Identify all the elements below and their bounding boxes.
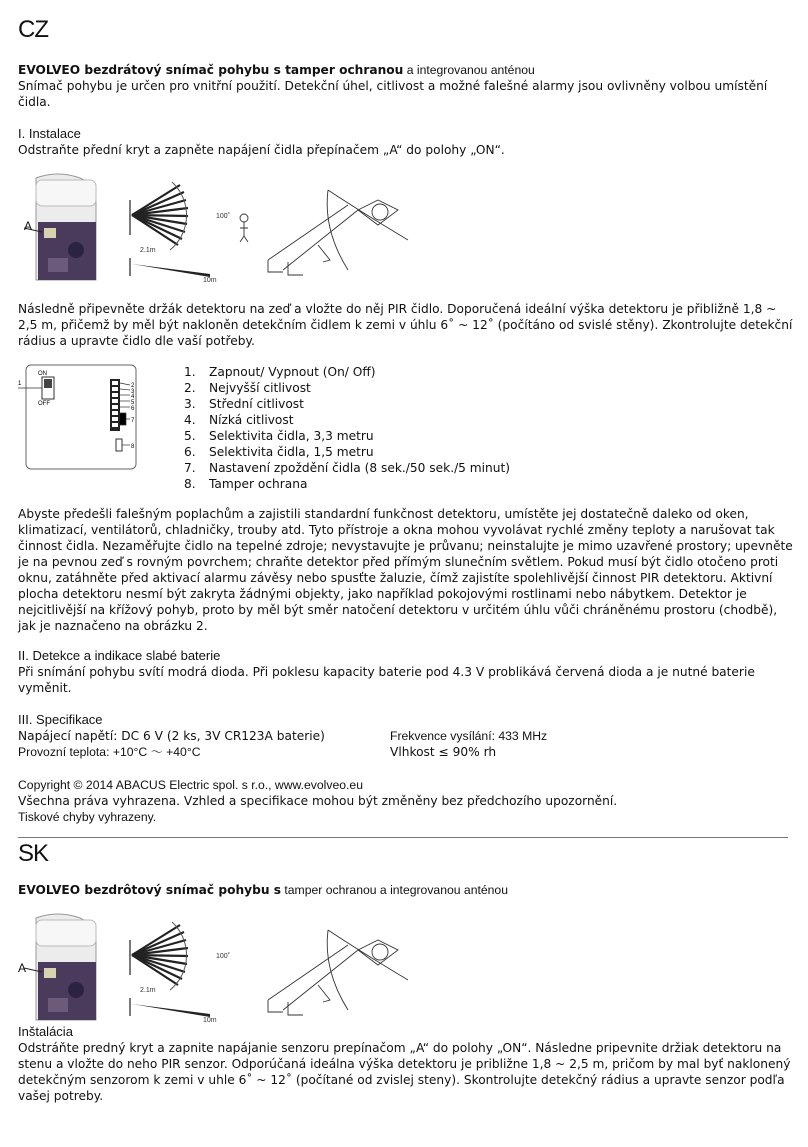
copyright-line: Copyright © 2014 ABACUS Electric spol. s r.o., www.evolveo.eu: [18, 778, 363, 792]
product-title-bold: EVOLVEO bezdrôtový snímač pohybu s: [18, 883, 281, 897]
board-callout-2: 2: [131, 383, 135, 389]
list-item: 7. Nastavení zpoždění čidla (8 sek./50 sek./5 minut): [184, 461, 511, 475]
list-item: 8. Tamper ochrana: [184, 477, 308, 491]
rights-line: Všechna práva vyhrazena. Vzhled a specifikace mohou být změněny bez předchozího upozornění.: [18, 794, 618, 808]
board-on-label: ON: [38, 371, 47, 377]
install-text-cz: Odstraňte přední kryt a zapněte napájení čidla přepínačem „A“ do polohy „ON“.: [18, 143, 505, 157]
figure-label-a: A: [24, 219, 33, 233]
figure-label-a: A: [18, 961, 27, 975]
list-item: 5. Selektivita čidla, 3,3 metru: [184, 429, 374, 443]
install-heading-cz: I. Instalace: [18, 126, 81, 141]
language-heading-sk: SK: [18, 840, 49, 867]
intro-paragraph-cz: Snímač pohybu je určen pro vnitřní použití. Detekční úhel, citlivost a možné falešné alarmy jsou ovlivněny volbou umístění čidla.: [18, 79, 768, 109]
install-heading-sk: Inštalácia: [18, 1024, 73, 1039]
figure-angle-label: 100˚: [216, 213, 231, 220]
battery-paragraph: Při snímání pohybu svítí modrá dioda. Při poklesu kapacity baterie pod 4.3 V problikává červená dioda a je nutné baterie vyměnit.: [18, 665, 755, 695]
product-title-bold: EVOLVEO bezdrátový snímač pohybu s tamper ochranou: [18, 63, 404, 77]
product-title-rest: tamper ochranou a integrovanou anténou: [281, 883, 508, 897]
figure-height-label: 2.1m: [140, 987, 156, 994]
spec-heading: III. Specifikace: [18, 712, 103, 727]
detection-angle-diagram: [130, 182, 210, 277]
spec-humidity: Vlhkost ≤ 90% rh: [390, 745, 497, 759]
product-title-sk: [18, 882, 793, 898]
board-callout-7: 7: [131, 418, 135, 424]
circuit-board-diagram: [18, 363, 148, 471]
board-callout-4: 4: [131, 394, 135, 400]
installation-figure-cz: [18, 170, 418, 285]
board-callout-6: 6: [131, 406, 135, 412]
typos-line: Tiskové chyby vyhrazeny.: [18, 810, 157, 824]
mounting-paragraph-cz: Následně připevněte držák detektoru na zeď a vložte do něj PIR čidlo. Doporučená ideální výška detektoru je přibližně 1,8 ~ 2,5 m, přičemž by měl být nakloněn detekčním čidlem k zemi v úhlu 6˚ ~ 12˚ (počítáno od svislé stěny). Zkontrolujte detekční rádius a upravte čidlo dle vaší potřeby.: [18, 302, 793, 348]
board-callout-1: 1: [18, 381, 22, 387]
installation-figure-sk: [18, 910, 418, 1025]
figure-height-label: 2.1m: [140, 247, 156, 254]
language-heading-cz: CZ: [18, 16, 48, 43]
list-item: 4. Nízká citlivost: [184, 413, 294, 427]
spec-temperature: Provozní teplota: +10°C ～ +40°C: [18, 745, 201, 759]
spec-frequency: Frekvence vysílání: 433 MHz: [390, 729, 548, 743]
board-callout-8: 8: [131, 444, 135, 450]
spec-row-power: [18, 728, 793, 744]
sensor-device-image: [24, 174, 96, 280]
list-item: 3. Střední citlivost: [184, 397, 304, 411]
board-callout-5: 5: [131, 400, 135, 406]
spec-power: Napájecí napětí: DC 6 V (2 ks, 3V CR123A baterie): [18, 729, 325, 743]
placement-advice-paragraph: Abyste předešli falešným poplachům a zajistili standardní funkčnost detektoru, umístěte jej dostatečně daleko od oken, klimatizací, ventilátorů, chladničky, trouby atd. Tyto přístroje a okna mohou vyvolávat rychlé změny teploty a narušovat tak činnost čidla. Nezaměřujte čidlo na tepelné zdroje; nevystavujte je průvanu; neinstalujte je mimo uzavřené prostory; upevněte je na pevnou zeď s rovným povrchem; chraňte detektor před přímým slunečním světlem. Pokud musí být čidlo otočeno proti oknu, zatáhněte před aktivací alarmu závěsy nebo spusťte žaluzie, čímž zajistíte spolehlivější činnost PIR detektoru. Aktivní plocha detektoru nesmí být zakryta žádnými objekty, jako například pokojovými rostlinami nebo nábytkem. Detektor je nejcitlivější na křížový pohyb, proto by měl být směr natočení detektoru v určitém úhlu vůči chráněnému prostoru (chodbě), jak je naznačeno na obrázku 2.: [18, 507, 793, 633]
board-callout-3: 3: [131, 389, 135, 395]
detection-angle-diagram: [130, 922, 210, 1017]
install-text-sk: Odstráňte predný kryt a zapnite napájanie senzoru prepínačom „A“ do polohy „ON“. Následne pripevnite držiak detektoru na stenu a vložte do neho PIR senzor. Odporúčaná ideálna výška detektoru je približne 1,8 ~ 2,5 m, pričom by mal byť naklonený detekčným senzorom k zemi v uhle 6˚ ~ 12˚ (počítané od zvislej steny). Skontrolujte detekčný rádius a upravte senzor podľa vašej potreby.: [18, 1041, 791, 1103]
section-divider: [18, 837, 788, 838]
board-off-label: OFF: [38, 401, 50, 407]
room-installation-sketch: [268, 930, 408, 1015]
sensor-device-image: [24, 914, 96, 1020]
list-item: 6. Selektivita čidla, 1,5 metru: [184, 445, 374, 459]
figure-angle-label: 100˚: [216, 953, 231, 960]
figure-range-label: 10m: [203, 277, 217, 284]
room-installation-sketch: [240, 190, 408, 275]
figure-range-label: 10m: [203, 1017, 217, 1024]
spec-row-temp: [18, 744, 793, 760]
product-title-rest: a integrovanou anténou: [403, 63, 535, 77]
list-item: 1. Zapnout/ Vypnout (On/ Off): [184, 365, 376, 379]
battery-heading: II. Detekce a indikace slabé baterie: [18, 648, 221, 663]
settings-list: [184, 364, 510, 492]
list-item: 2. Nejvyšší citlivost: [184, 381, 311, 395]
product-title-cz: [18, 62, 793, 78]
